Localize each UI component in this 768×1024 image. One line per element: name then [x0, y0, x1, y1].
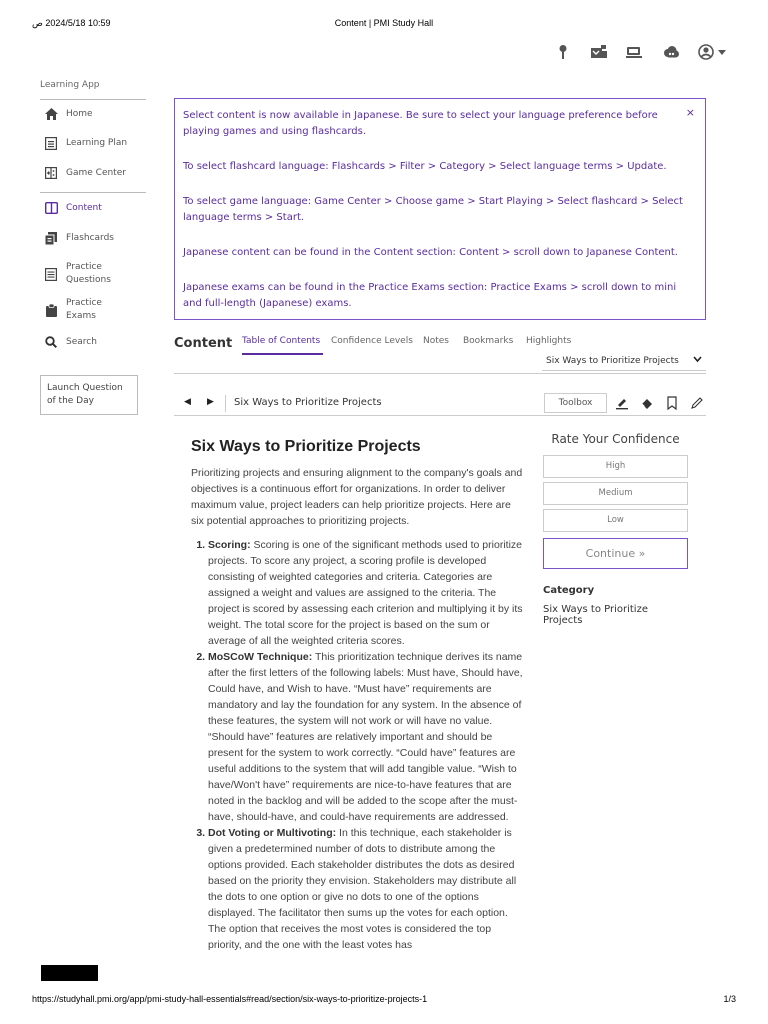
- banner-message: Japanese exams can be found in the Practice Exams section: Practice Exams > scroll down to mini and full-length (Japanese) exams.: [183, 282, 677, 309]
- section-select[interactable]: [542, 351, 706, 371]
- banner-message: To select flashcard language: Flashcards > Filter > Category > Select language terms > Update.: [183, 161, 667, 172]
- map-pin-icon[interactable]: [554, 43, 572, 61]
- next-arrow-icon[interactable]: ▶: [207, 397, 214, 407]
- eraser-icon[interactable]: [639, 395, 655, 411]
- confidence-medium-button[interactable]: Medium: [543, 482, 688, 505]
- print-datetime: 10:59 2024/5/18 ص: [32, 18, 111, 28]
- account-icon[interactable]: [698, 43, 728, 61]
- home-icon: [44, 107, 58, 121]
- redaction-box: [41, 965, 98, 981]
- tab-highlights[interactable]: Highlights: [526, 336, 572, 346]
- practice-exams-icon: [44, 303, 58, 317]
- category-label: Category: [543, 585, 595, 596]
- sidebar-item-learning-plan[interactable]: [40, 128, 146, 158]
- tab-bookmarks[interactable]: Bookmarks: [463, 336, 514, 346]
- toolbox-button[interactable]: Toolbox: [544, 393, 607, 413]
- sidebar-item-practice-questions[interactable]: [40, 255, 146, 293]
- flashcards-icon: [44, 231, 58, 245]
- learning-plan-icon: [44, 136, 58, 150]
- close-icon[interactable]: ×: [685, 106, 695, 119]
- confidence-panel: [543, 432, 688, 626]
- print-url: https://studyhall.pmi.org/app/pmi-study-hall-essentials#read/section/six-ways-to-prioritize-projects-1: [32, 994, 428, 1004]
- japanese-content-banner: [174, 98, 706, 320]
- section-select-value: Six Ways to Prioritize Projects: [546, 356, 679, 366]
- tab-confidence-levels[interactable]: Confidence Levels: [331, 336, 413, 346]
- list-item-heading: MoSCoW Technique:: [208, 651, 313, 663]
- banner-message: Select content is now available in Japanese. Be sure to select your language preference before playing games and using flashcards.: [183, 110, 658, 137]
- reader-section-title: Six Ways to Prioritize Projects: [234, 397, 382, 408]
- print-header: [0, 18, 768, 32]
- list-item-body: This prioritization technique derives its name after the first letters of the following labels: Must have, Should have, Could have, and Wish to have. “Must have” requirements are mandatory and lay the foundation for any system. In the absence of these features, the system will not work or will have no value. “Should have” features are relatively important and should be present for the system to work correctly. “Could have” features are useful additions to the system that will add tangible value. “Wish to have/Won't have” requirements are nice-to-have features that are noted in the backlog and will be added to the scope after the must-have, should-have, and could-have requirements are addressed.: [208, 651, 523, 823]
- sidebar-item-label: Content: [66, 203, 102, 213]
- highlighter-icon[interactable]: [614, 395, 630, 411]
- confidence-high-button[interactable]: High: [543, 455, 688, 478]
- sidebar-item-label: Game Center: [66, 168, 126, 178]
- top-nav-icons: [554, 38, 728, 66]
- content-book-icon: [44, 201, 58, 215]
- content-tabs-bar: [174, 330, 706, 374]
- article-heading: Six Ways to Prioritize Projects: [191, 438, 421, 455]
- list-item-heading: Scoring:: [208, 539, 251, 551]
- article-body: [191, 436, 525, 953]
- sidebar-item-label: Practice Exams: [66, 298, 102, 321]
- print-page-title: Content | PMI Study Hall: [334, 18, 434, 28]
- cloud-icon[interactable]: [662, 43, 680, 61]
- launch-question-of-day-button[interactable]: Launch Question of the Day: [40, 375, 138, 415]
- sidebar: [40, 78, 146, 415]
- toolbox-icons: [614, 395, 705, 411]
- rate-confidence-title: Rate Your Confidence: [551, 432, 680, 446]
- game-center-icon: [44, 166, 58, 180]
- previous-arrow-icon[interactable]: ◀: [184, 397, 191, 407]
- tab-table-of-contents[interactable]: Table of Contents: [242, 336, 321, 346]
- list-item: [208, 649, 525, 825]
- sidebar-item-label: Learning Plan: [66, 138, 128, 148]
- sidebar-item-label: Home: [66, 109, 93, 119]
- banner-message: Japanese content can be found in the Content section: Content > scroll down to Japanese Content.: [183, 247, 678, 258]
- banner-message: To select game language: Game Center > Choose game > Start Playing > Select flashcard > Select language terms > Start.: [183, 196, 683, 223]
- active-tab-underline: [242, 353, 323, 355]
- list-item-heading: Dot Voting or Multivoting:: [208, 827, 337, 839]
- list-item: [208, 537, 525, 649]
- bookmark-icon[interactable]: [664, 395, 680, 411]
- inbox-icon[interactable]: [590, 43, 608, 61]
- sidebar-item-game-center[interactable]: [40, 158, 146, 188]
- chevron-down-icon: [693, 355, 702, 366]
- print-footer: [0, 994, 768, 1008]
- sidebar-divider: [40, 192, 146, 193]
- continue-button[interactable]: Continue »: [543, 538, 688, 569]
- sidebar-item-content[interactable]: [40, 195, 146, 221]
- coffee-icon[interactable]: [626, 43, 644, 61]
- sidebar-item-practice-exams[interactable]: [40, 293, 146, 327]
- category-value: Six Ways to Prioritize Projects: [543, 604, 648, 626]
- sidebar-item-label: Practice Questions: [66, 262, 111, 285]
- sidebar-item-home[interactable]: [40, 100, 146, 128]
- sidebar-item-label: Flashcards: [66, 233, 114, 243]
- sidebar-item-search[interactable]: [40, 327, 146, 357]
- sidebar-item-label: Search: [66, 337, 97, 347]
- tab-notes[interactable]: Notes: [423, 336, 449, 346]
- nav-divider: [225, 395, 226, 412]
- sidebar-item-flashcards[interactable]: [40, 221, 146, 255]
- list-item-body: In this technique, each stakeholder is given a predetermined number of dots to distribute among the options provided. Each stakeholder distributes the dots as desired based on the priority they envision. Stakeholders may distribute all the dots to one option or give no dots to one of the options displayed. The facilitator then sums up the votes for each option. The option that receives the most votes is considered the top priority, and the one with the least votes has: [208, 827, 517, 951]
- practice-questions-icon: [44, 267, 58, 281]
- print-page-number: 1/3: [723, 994, 736, 1004]
- list-item-body: Scoring is one of the significant methods used to prioritize projects. To score any project, a scoring profile is developed consisting of weighted categories and criteria. Categories are assigned a weight and values are assigned to the criteria. The project is scored by assessing each criterion and multiplying it by its weight. The total score for the project is based on the sum or average of all the weighted criteria scores.: [208, 539, 523, 647]
- list-item: [208, 825, 525, 953]
- approaches-list: [191, 537, 525, 953]
- confidence-low-button[interactable]: Low: [543, 509, 688, 532]
- article-intro: Prioritizing projects and ensuring alignment to the company's goals and objectives is a continuous effort for organizations. In order to deliver maximum value, project leaders can help prioritize projects. Here are six potential approaches to prioritizing projects.: [191, 467, 523, 527]
- reader-nav-bar: [174, 392, 706, 416]
- sidebar-app-label: Learning App: [40, 78, 146, 100]
- content-heading: Content: [174, 336, 233, 351]
- search-icon: [44, 335, 58, 349]
- pencil-icon[interactable]: [689, 395, 705, 411]
